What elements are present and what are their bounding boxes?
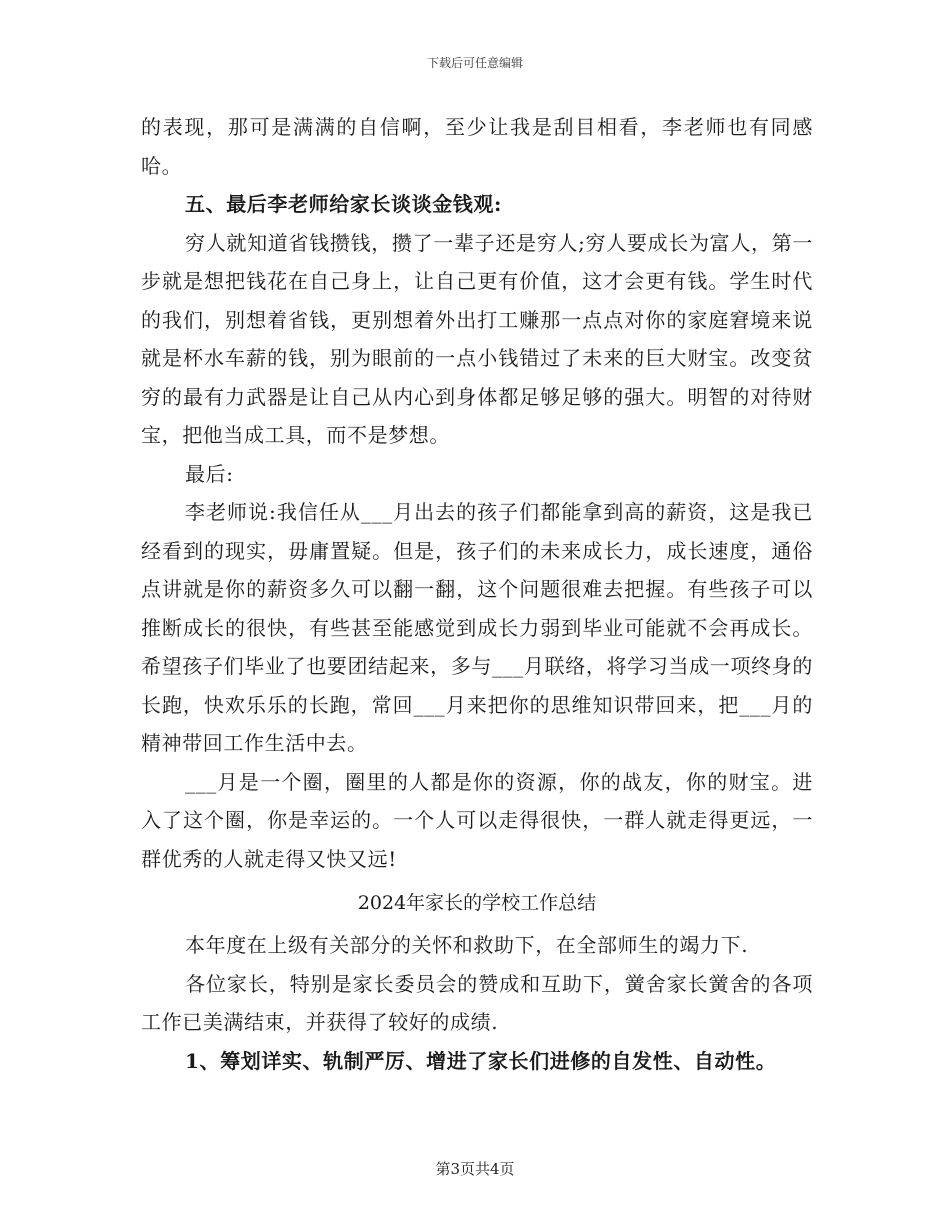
paragraph-circle: ___月是一个圈，圈里的人都是你的资源，你的战友，你的财宝。进入了这个圈，你是幸运的。一个人可以走得很快，一群人就走得更远，一群优秀的人就走得又快又远!: [141, 769, 813, 871]
paragraph-teacher-says: 李老师说:我信任从___月出去的孩子们都能拿到高的薪资，这是我已经看到的现实，毋庸置疑。但是，孩子们的未来成长力，成长速度，通俗点讲就是你的薪资多久可以翻一翻，这个问题很难去把握。有些孩子可以推断成长的很快，有些甚至能感觉到成长力弱到毕业可能就不会再成长。希望孩子们毕业了也要团结起来，多与___月联络，将学习当成一项终身的长跑，快欢乐乐的长跑，常回___月来把你的思维知识带回来，把___月的精神带回工作生活中去。: [141, 500, 813, 755]
paragraph-finally-label: 最后:: [185, 461, 234, 486]
paragraph-summary-point-one: 1、筹划详实、轨制严厉、增进了家长们进修的自发性、自动性。: [185, 1048, 777, 1073]
section-title: 2024年家长的学校工作总结: [357, 892, 597, 914]
section-heading-five: 五、最后李老师给家长谈谈金钱观:: [185, 192, 502, 216]
paragraph-summary-parents: 各位家长，特别是家长委员会的赞成和互助下，黉舍家长黉舍的各项工作已美满结束，并获得了较好的成绩.: [141, 971, 813, 1034]
paragraph-continuation: 的表现，那可是满满的自信啊，至少让我是刮目相看，李老师也有同感哈。: [141, 115, 813, 178]
paragraph-money-view: 穷人就知道省钱攒钱，攒了一辈子还是穷人;穷人要成长为富人，第一步就是想把钱花在自己身上，让自己更有价值，这才会更有钱。学生时代的我们，别想着省钱，更别想着外出打工赚那一点点对你的家庭窘境来说就是杯水车薪的钱，别为眼前的一点小钱错过了未来的巨大财宝。改变贫穷的最有力武器是让自己从内心到身体都足够足够的强大。明智的对待财宝，把他当成工具，而不是梦想。: [141, 230, 813, 447]
document-body: [141, 108, 813, 1080]
paragraph-summary-intro: 本年度在上级有关部分的关怀和救助下，在全部师生的竭力下.: [185, 933, 749, 957]
page-number-footer: 第3页共4页: [435, 1160, 515, 1178]
page-header-note: 下载后可任意编辑: [426, 56, 523, 70]
